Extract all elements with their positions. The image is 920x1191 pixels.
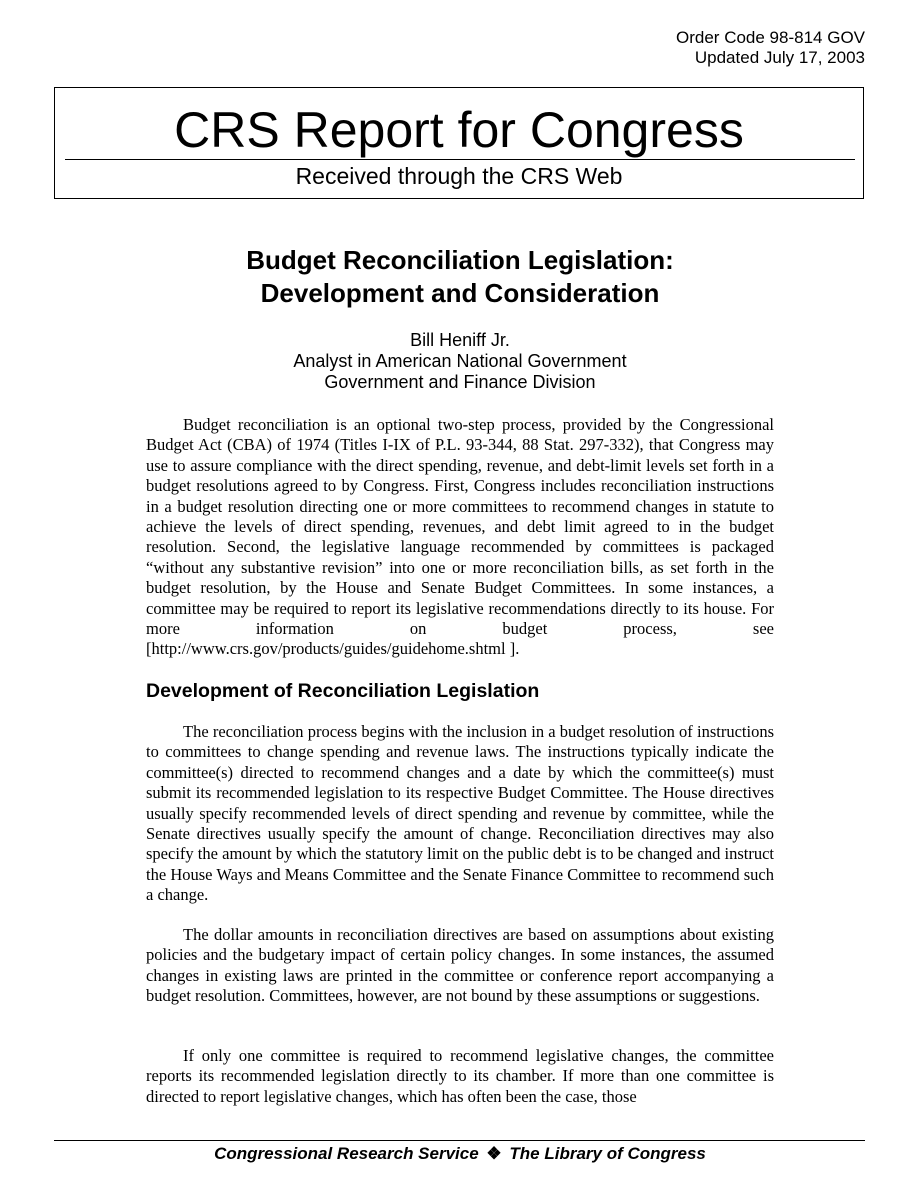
section-paragraph-1-block — [146, 722, 774, 906]
footer-organization: Congressional Research Service — [214, 1144, 479, 1163]
summary-block — [146, 415, 774, 660]
report-banner — [54, 87, 864, 199]
section-paragraph: The dollar amounts in reconciliation directives are based on assumptions about existing policies and the budgetary impact of certain policy changes. In some instances, the assumed changes in existing laws are printed in the committee or conference report accompanying a budget resolution. Committees, however, are not bound by these assumptions or suggestions. — [146, 925, 774, 1006]
summary-paragraph: Budget reconciliation is an optional two-step process, provided by the Congressional Budget Act (CBA) of 1974 (Titles I-IX of P.L. 93-344, 88 Stat. 297-332), that Congress may use to assure compliance with the direct spending, revenue, and debt-limit levels set forth in a budget resolutions agreed to by Congress. First, Congress includes reconciliation instructions in a budget resolution directing one or more committees to recommend changes in statute to achieve the levels of direct spending, revenues, and debt limit agreed to in the budget resolution. Second, the legislative language recommended by committees is packaged “without any substantive revision” into one or more reconciliation bills, as set forth in the budget resolution, by the House and Senate Budget Committees. In some instances, a committee may be required to report its legislative recommendations directly to its house. For more information on budget process, see [http://www.crs.gov/products/guides/guidehome.shtml ]. — [146, 415, 774, 659]
section-heading: Development of Reconciliation Legislation — [146, 680, 540, 702]
section-paragraph: If only one committee is required to recommend legislative changes, the committee reports its recommended legislation directly to its chamber. If more than one committee is directed to report legislative changes, which has often been the case, those — [146, 1046, 774, 1106]
footer-library: The Library of Congress — [509, 1144, 706, 1163]
banner-subtitle: Received through the CRS Web — [295, 163, 623, 189]
section-paragraph-3-block — [146, 1046, 774, 1107]
section-paragraph: The reconciliation process begins with the inclusion in a budget resolution of instructions to committees to change spending and revenue laws. The instructions typically indicate the committee(s) directed to recommend changes and a date by which the committee(s) must submit its recommended legislation to its respective Budget Committee. The House directives usually specify recommended levels of direct spending and revenue by committee, while the Senate directives usually specify the amount of change. Reconciliation directives may also specify the amount by which the statutory limit on the public debt is to be changed and instruct the House Ways and Means Committee and the Senate Finance Committee to recommend such a change. — [146, 722, 774, 905]
author-name: Bill Heniff Jr. — [410, 330, 510, 350]
banner-divider — [65, 159, 855, 160]
report-title — [0, 244, 920, 310]
author-division: Government and Finance Division — [324, 372, 596, 392]
footer-divider — [54, 1140, 865, 1141]
order-info — [676, 28, 865, 68]
report-title-line-1: Budget Reconciliation Legislation: — [246, 245, 674, 275]
author-title: Analyst in American National Government — [293, 351, 627, 371]
author-block — [0, 330, 920, 393]
banner-title: CRS Report for Congress — [174, 102, 744, 158]
order-code: Order Code 98-814 GOV — [676, 28, 865, 47]
updated-date: Updated July 17, 2003 — [694, 48, 865, 67]
page-footer — [0, 1143, 920, 1165]
diamond-ornament-icon: ❖ — [486, 1144, 502, 1163]
report-title-line-2: Development and Consideration — [260, 278, 660, 308]
section-paragraph-2-block — [146, 925, 774, 1007]
